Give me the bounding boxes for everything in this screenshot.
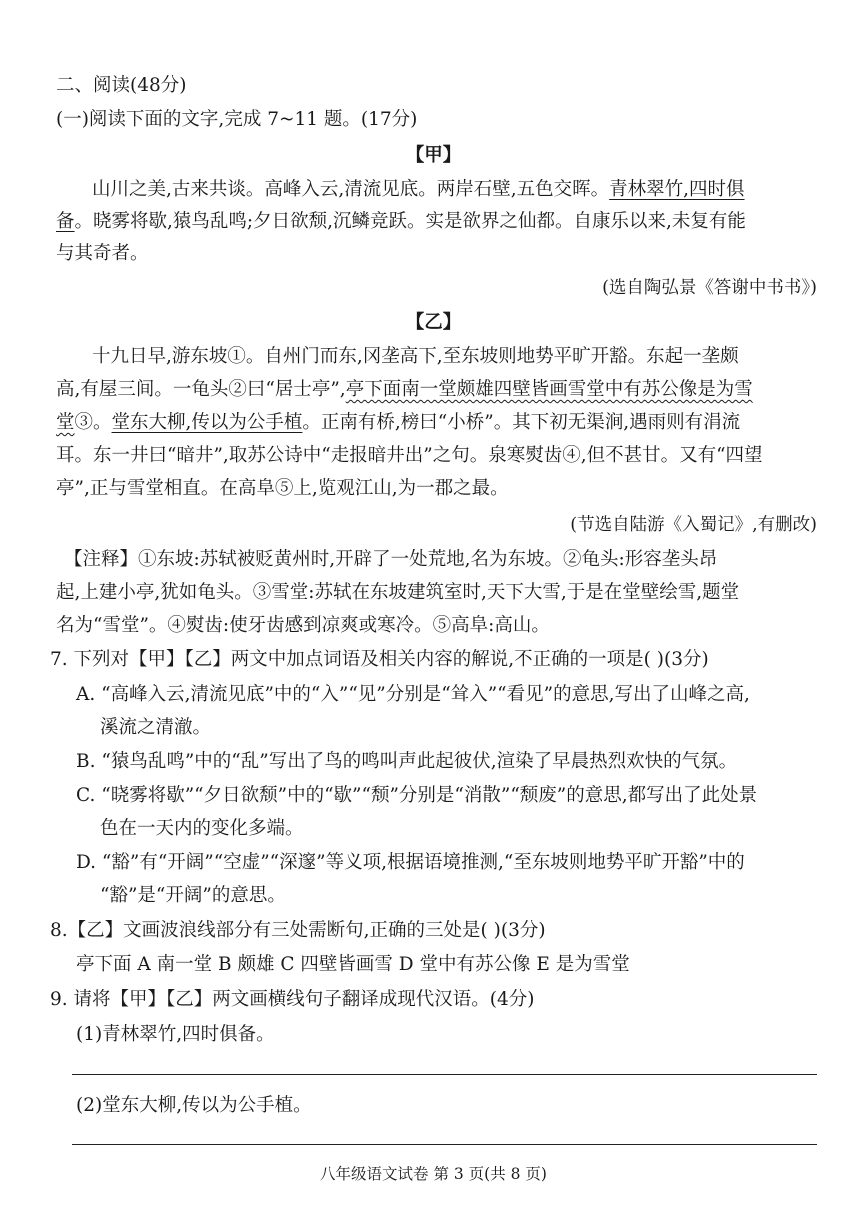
q8-stem: 8.【乙】文画波浪线部分有三处需断句,正确的三处是( )(3分) bbox=[50, 920, 546, 941]
q7-option-c-cont: 色在一天内的变化多端。 bbox=[100, 818, 304, 839]
q7-option-c: C. “晓雾将歇”“夕日欲颓”中的“歇”“颓”分别是“消散”“颓废”的意思,都写出了此处景 bbox=[76, 785, 758, 806]
notes-line-2: 起,上建小亭,犹如龟头。③雪堂:苏轼在东坡建筑室时,天下大雪,于是在堂壁绘雪,题堂 bbox=[56, 582, 740, 603]
notes-line-1: 【注释】①东坡:苏轼被贬黄州时,开辟了一处荒地,名为东坡。②龟头:形容垄头昂 bbox=[64, 549, 718, 570]
q9-stem: 9. 请将【甲】【乙】两文画横线句子翻译成现代汉语。(4分) bbox=[50, 989, 535, 1010]
jia-source: (选自陶弘景《答谢中书书》) bbox=[602, 278, 817, 298]
q9-item-1: (1)青林翠竹,四时俱备。 bbox=[76, 1024, 275, 1045]
jia-underlined-sentence-end: 备 bbox=[56, 211, 75, 232]
q9-item-2: (2)堂东大柳,传以为公手植。 bbox=[76, 1095, 312, 1116]
part1-title: (一)阅读下面的文字,完成 7~11 题。(17分) bbox=[56, 109, 418, 130]
yi-heading: 【乙】 bbox=[405, 312, 462, 333]
notes-line-3: 名为“雪堂”。④熨齿:使牙齿感到凉爽或寒冷。⑤高阜:高山。 bbox=[56, 615, 550, 636]
page-footer: 八年级语文试卷 第 3 页(共 8 页) bbox=[320, 1165, 547, 1183]
q7-option-d: D. “豁”有“开阔”“空虚”“深邃”等义项,根据语境推测,“至东坡则地势平旷开豁”中的 bbox=[76, 852, 745, 873]
yi-wavy-segment: 亭下面南一堂颇雄四壁皆画雪堂中有苏公像是为雪 bbox=[345, 379, 753, 400]
q7-option-d-cont: “豁”是“开阔”的意思。 bbox=[100, 885, 286, 906]
q8-sentence: 亭下面 A 南一堂 B 颇雄 C 四壁皆画雪 D 堂中有苏公像 E 是为雪堂 bbox=[76, 954, 630, 975]
q7-option-a-cont: 溪流之清澈。 bbox=[100, 717, 212, 738]
jia-line-3: 与其奇者。 bbox=[56, 243, 149, 264]
answer-line-2 bbox=[72, 1144, 817, 1145]
yi-line-2: 高,有屋三间。一龟头②曰“居士亭”,亭下面南一堂颇雄四壁皆画雪堂中有苏公像是为雪 bbox=[56, 379, 753, 400]
yi-underlined-sentence: 堂东大柳,传以为公手植 bbox=[111, 412, 303, 433]
jia-line-1: 山川之美,古来共谈。高峰入云,清流见底。两岸石壁,五色交晖。青林翠竹,四时俱 bbox=[92, 179, 745, 200]
answer-line-1 bbox=[72, 1074, 817, 1075]
yi-line-1: 十九日早,游东坡①。自州门而东,冈垄高下,至东坡则地势平旷开豁。东起一垄颇 bbox=[92, 346, 739, 367]
yi-line-5: 亭”,正与雪堂相直。在高阜⑤上,览观江山,为一郡之最。 bbox=[56, 478, 509, 499]
jia-heading: 【甲】 bbox=[405, 145, 462, 166]
q7-option-b: B. “猿鸟乱鸣”中的“乱”写出了鸟的鸣叫声此起彼伏,渲染了早晨热烈欢快的气氛。 bbox=[76, 751, 738, 772]
yi-source: (节选自陆游《入蜀记》,有删改) bbox=[570, 515, 817, 535]
q7-option-a: A. “高峰入云,清流见底”中的“入”“见”分别是“耸入”“看见”的意思,写出了山峰之高, bbox=[76, 684, 750, 705]
jia-line-2: 备。晓雾将歇,猿鸟乱鸣;夕日欲颓,沉鳞竞跃。实是欲界之仙都。自康乐以来,未复有能 bbox=[56, 211, 746, 232]
q7-stem: 7. 下列对【甲】【乙】两文中加点词语及相关内容的解说,不正确的一项是( )(3分) bbox=[50, 649, 709, 670]
yi-line-3: 堂③。堂东大柳,传以为公手植。正南有桥,榜曰“小桥”。其下初无渠涧,遇雨则有涓流 bbox=[56, 412, 741, 433]
jia-underlined-sentence: 青林翠竹,四时俱 bbox=[609, 179, 745, 200]
yi-wavy-segment-end: 堂 bbox=[56, 412, 75, 433]
section-title: 二、阅读(48分) bbox=[56, 75, 187, 96]
yi-line-4: 耳。东一井曰“暗井”,取苏公诗中“走报暗井出”之句。泉寒熨齿④,但不甚甘。又有“四望 bbox=[56, 445, 763, 466]
